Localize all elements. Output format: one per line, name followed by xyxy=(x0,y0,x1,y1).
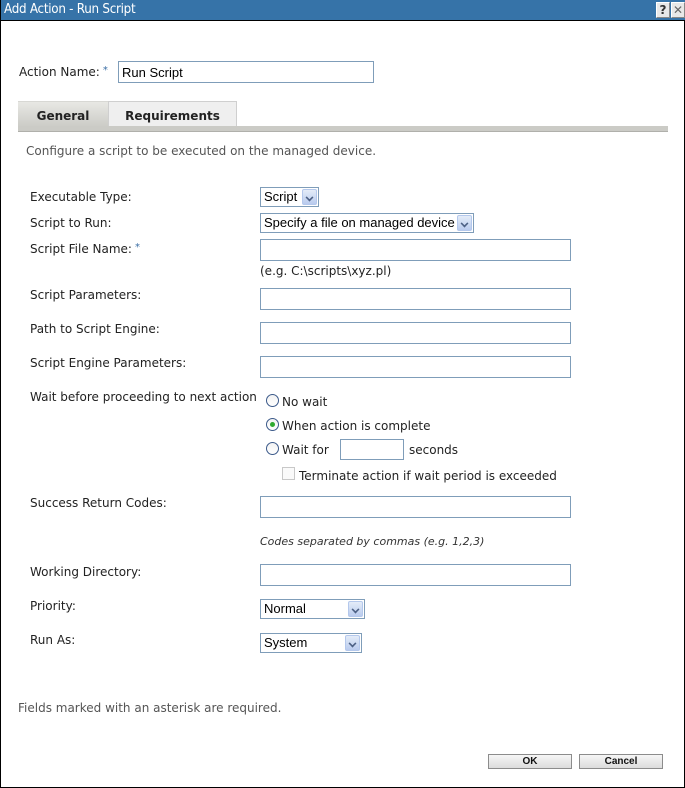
chevron-down-icon xyxy=(348,601,363,617)
chevron-down-icon xyxy=(302,189,317,205)
script-file-name-hint: (e.g. C:\scripts\xyz.pl) xyxy=(260,264,392,278)
path-to-script-engine-input[interactable] xyxy=(260,322,571,344)
no-wait-label: No wait xyxy=(282,395,328,409)
script-parameters-input[interactable] xyxy=(260,288,571,310)
title-bar xyxy=(1,0,685,21)
when-action-complete-label: When action is complete xyxy=(282,419,431,433)
cancel-button[interactable]: Cancel xyxy=(579,754,663,769)
terminate-checkbox[interactable] xyxy=(282,467,295,480)
script-parameters-label: Script Parameters: xyxy=(30,288,142,302)
radio-when-action-complete[interactable] xyxy=(266,418,279,431)
help-icon[interactable]: ? xyxy=(656,2,670,18)
action-name-input[interactable] xyxy=(118,61,374,83)
priority-select[interactable] xyxy=(260,599,365,619)
success-return-codes-label: Success Return Codes: xyxy=(30,496,167,510)
script-engine-parameters-label: Script Engine Parameters: xyxy=(30,356,187,370)
wait-seconds-input[interactable] xyxy=(340,439,404,460)
required-fields-note: Fields marked with an asterisk are required. xyxy=(18,701,282,715)
run-as-select[interactable] xyxy=(260,633,362,653)
script-file-name-label xyxy=(30,242,140,256)
dialog-title: Add Action - Run Script xyxy=(4,2,136,17)
radio-no-wait[interactable] xyxy=(266,394,279,407)
executable-type-label: Executable Type: xyxy=(30,190,132,204)
script-to-run-value: Specify a file on managed device xyxy=(264,215,455,230)
success-return-codes-hint: Codes separated by commas (e.g. 1,2,3) xyxy=(260,535,485,548)
terminate-label: Terminate action if wait period is exceeded xyxy=(299,469,557,483)
tab-strip-divider xyxy=(18,126,668,132)
required-asterisk: * xyxy=(134,242,140,253)
action-name-label-text: Action Name: xyxy=(19,65,100,79)
wait-label: Wait before proceeding to next action xyxy=(30,390,257,404)
tab-requirements[interactable]: Requirements xyxy=(108,101,237,127)
script-engine-parameters-input[interactable] xyxy=(260,356,571,378)
working-directory-input[interactable] xyxy=(260,564,571,586)
tab-general[interactable]: General xyxy=(18,101,108,127)
executable-type-select[interactable] xyxy=(260,187,319,207)
priority-label: Priority: xyxy=(30,599,76,613)
script-file-name-input[interactable] xyxy=(260,239,571,261)
wait-for-label: Wait for xyxy=(282,443,329,457)
required-asterisk: * xyxy=(102,65,108,76)
script-to-run-label: Script to Run: xyxy=(30,216,112,230)
run-as-value: System xyxy=(264,635,308,650)
priority-value: Normal xyxy=(264,601,306,616)
working-directory-label: Working Directory: xyxy=(30,565,142,579)
chevron-down-icon xyxy=(345,635,360,651)
success-return-codes-input[interactable] xyxy=(260,496,571,518)
executable-type-value: Script xyxy=(264,189,298,204)
path-to-script-engine-label: Path to Script Engine: xyxy=(30,322,160,336)
chevron-down-icon xyxy=(457,215,472,231)
ok-button[interactable]: OK xyxy=(488,754,572,769)
script-file-name-label-text: Script File Name: xyxy=(30,242,132,256)
script-to-run-select[interactable] xyxy=(260,213,474,233)
close-icon[interactable]: ✕ xyxy=(672,3,684,17)
seconds-label: seconds xyxy=(409,443,459,457)
radio-wait-for[interactable] xyxy=(266,442,279,455)
run-as-label: Run As: xyxy=(30,633,76,647)
action-name-label xyxy=(19,65,108,79)
tab-description: Configure a script to be executed on the managed device. xyxy=(26,144,377,158)
